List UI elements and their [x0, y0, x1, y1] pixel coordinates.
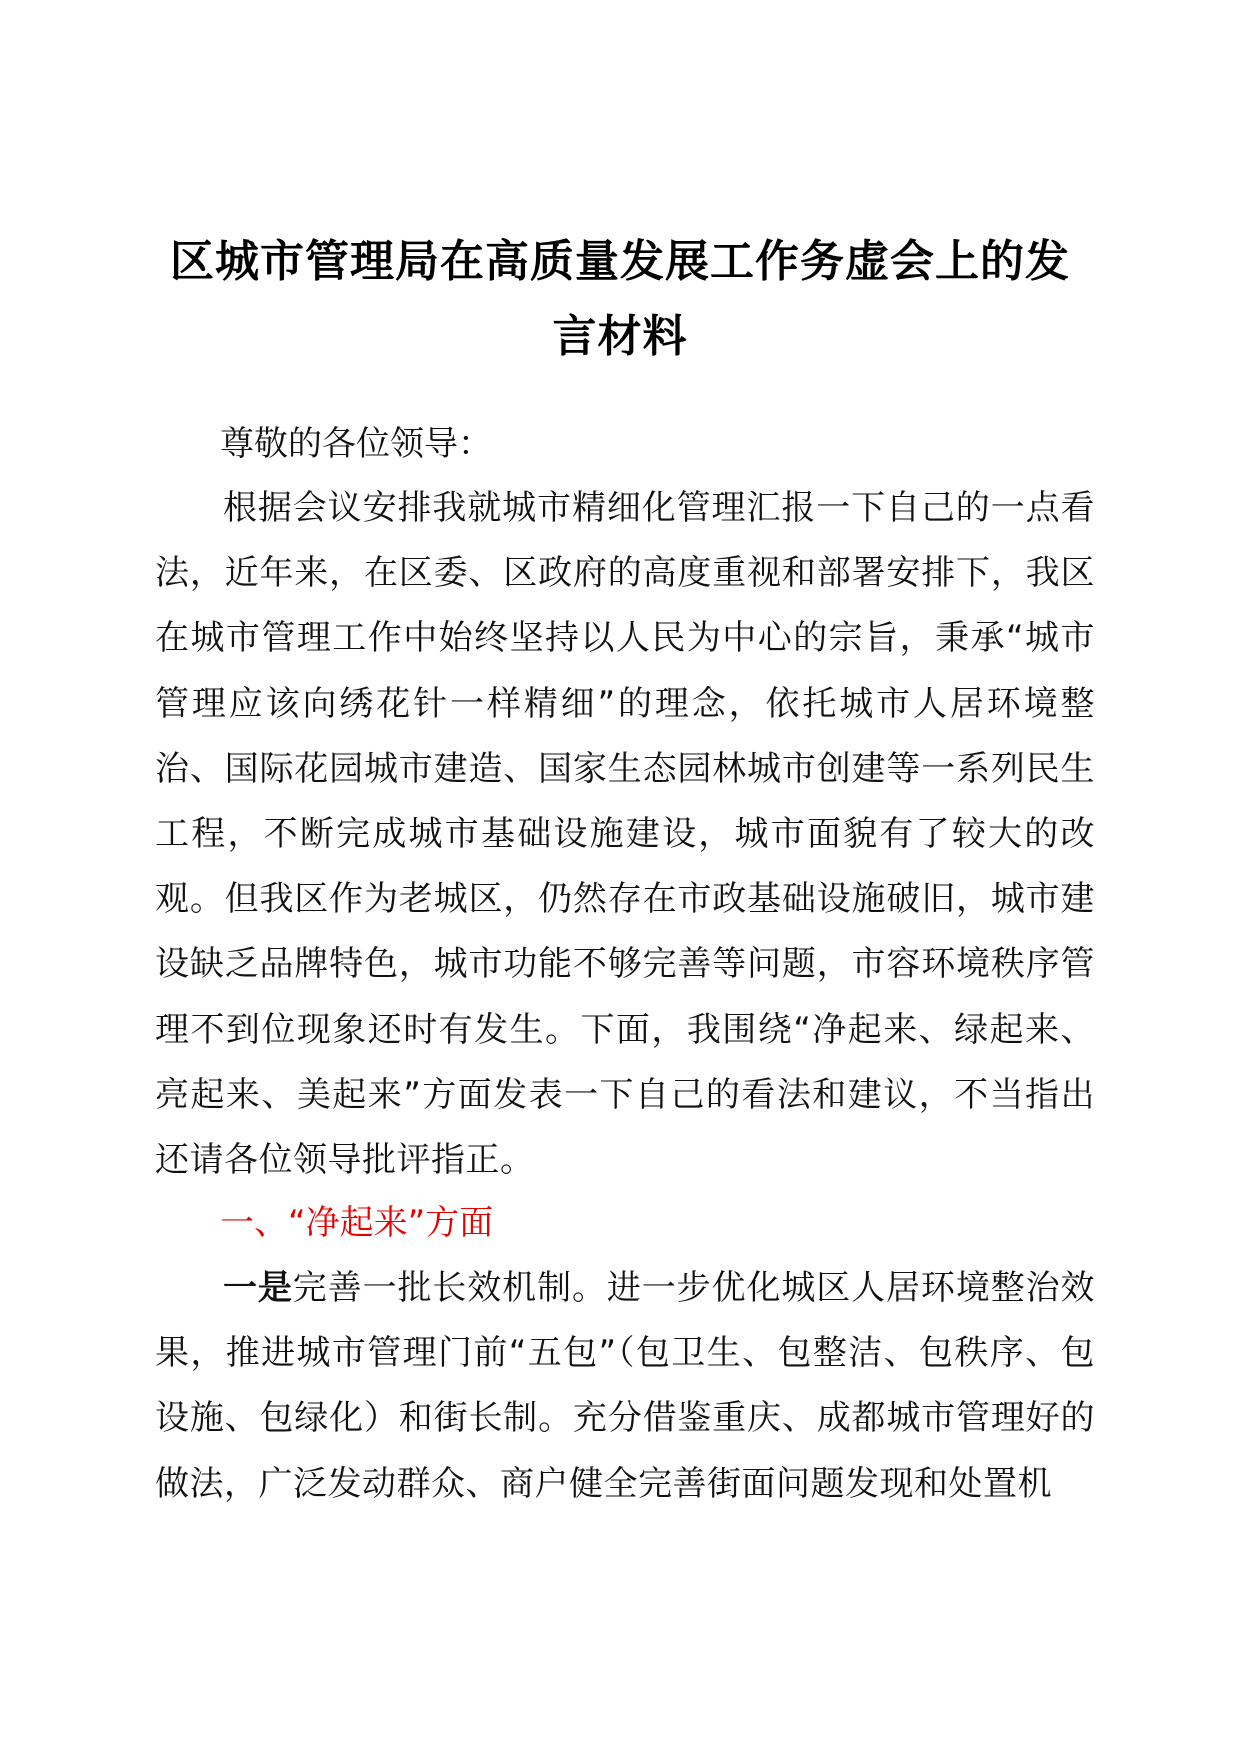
section-heading-1: 一、“净起来”方面	[220, 1203, 494, 1243]
section1-item1-paragraph	[155, 1256, 1095, 1517]
document-title: 区城市管理局在高质量发展工作务虚会上的发言材料	[170, 236, 1070, 362]
intro-paragraph: 根据会议安排我就城市精细化管理汇报一下自己的一点看法，近年来，在区委、区政府的高度重视和部署安排下，我区在城市管理工作中始终坚持以人民为中心的宗旨，秉承“城市管理应该向绣花针一样精细”的理念，依托城市人居环境整治、国际花园城市建造、国家生态园林城市创建等一系列民生工程，不断完成城市基础设施建设，城市面貌有了较大的改观。但我区作为老城区，仍然存在市政基础设施破旧，城市建设缺乏品牌特色，城市功能不够完善等问题，市容环境秩序管理不到位现象还时有发生。下面，我围绕“净起来、绿起来、亮起来、美起来”方面发表一下自己的看法和建议，不当指出还请各位领导批评指正。	[155, 488, 1095, 1181]
section1-item1-lead: 一是	[223, 1268, 293, 1308]
salutation: 尊敬的各位领导：	[220, 424, 492, 464]
section1-item1-text: 完善一批长效机制。进一步优化城区人居环境整治效果，推进城市管理门前“五包”（包卫生、包整洁、包秩序、包设施、包绿化）和街长制。充分借鉴重庆、成都城市管理好的做法，广泛发动群众、商户健全完善街面问题发现和处置机	[155, 1268, 1096, 1504]
